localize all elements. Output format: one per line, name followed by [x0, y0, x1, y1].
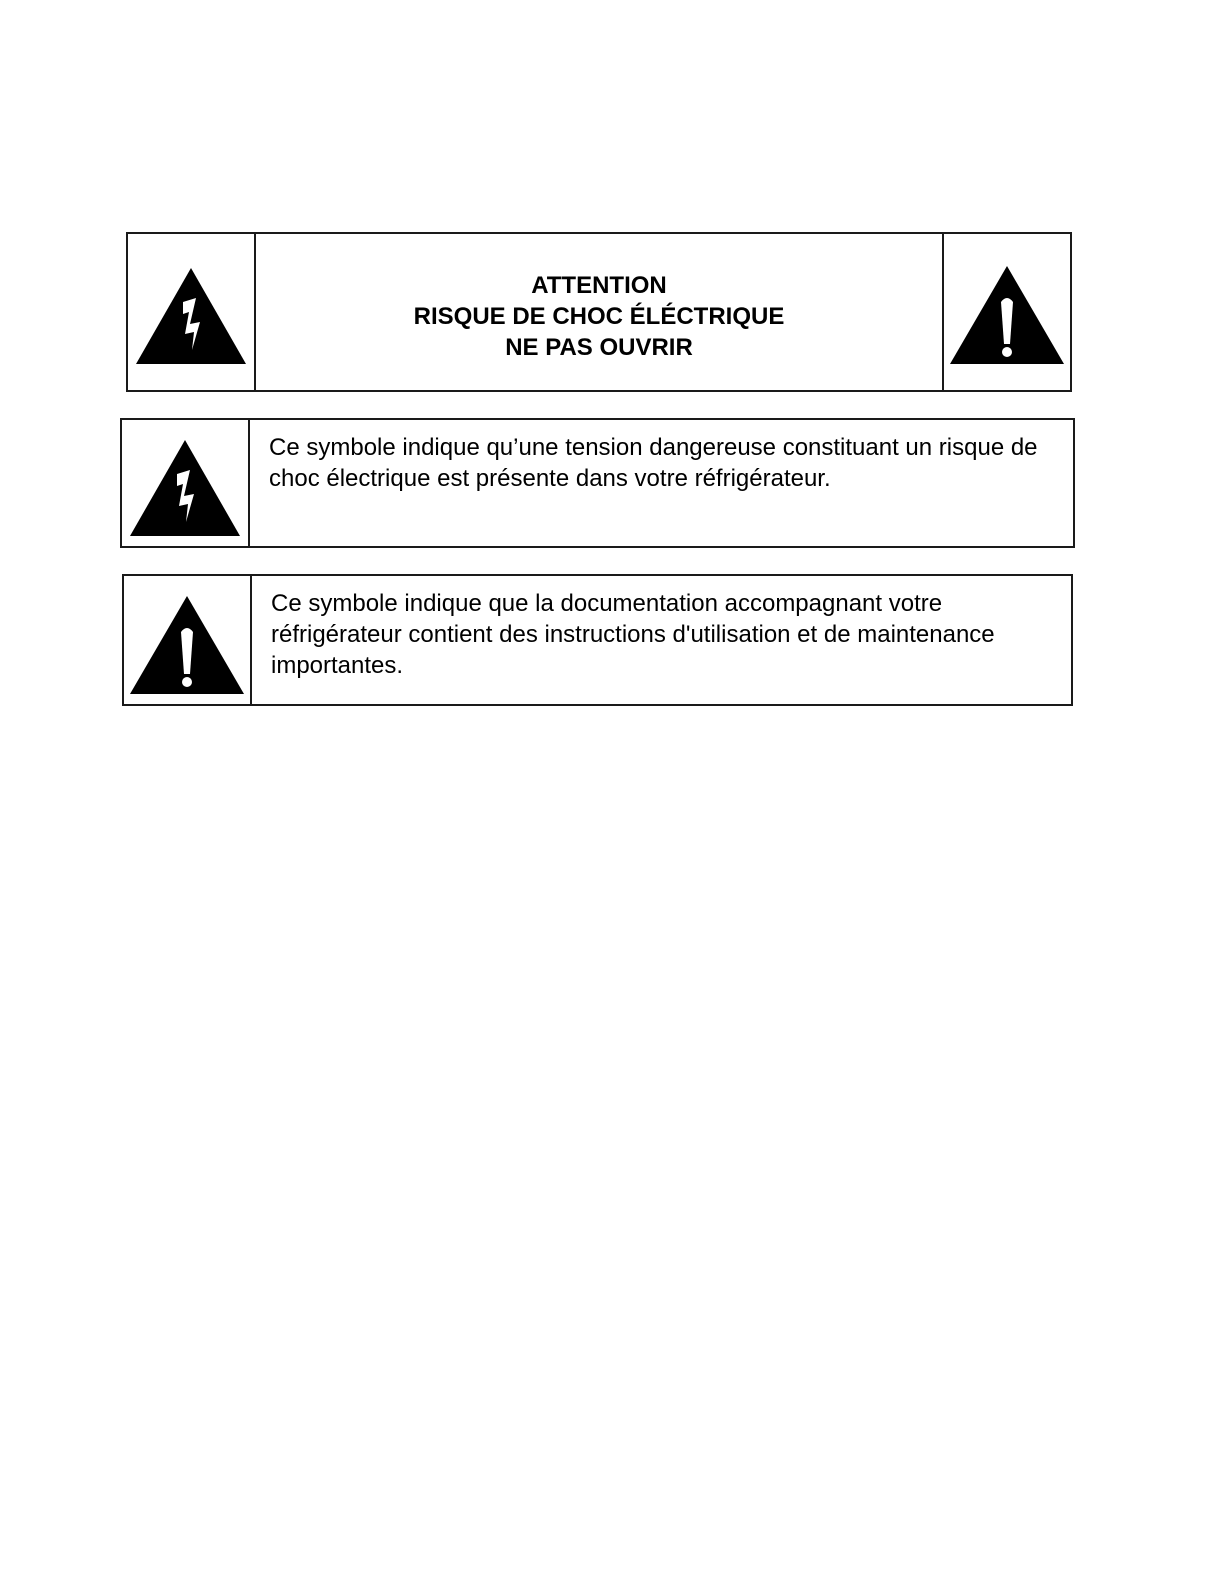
doc-explanation-text: Ce symbole indique que la documentation accompagnant votre réfrigérateur contient des instructions d'utilisation et de maintenance importantes.: [271, 590, 995, 679]
warning-left-icon-cell: [128, 234, 256, 390]
warning-text-cell: [256, 234, 942, 390]
electric-symbol-explanation: [120, 418, 1075, 548]
warning-do-not-open-line: NE PAS OUVRIR: [505, 333, 693, 361]
warning-risk-line: RISQUE DE CHOC ÉLÉCTRIQUE: [413, 302, 785, 330]
electric-icon-cell: [122, 420, 250, 546]
exclamation-warning-icon: [948, 264, 1066, 366]
lightning-warning-icon: [134, 266, 248, 366]
documentation-symbol-explanation: [122, 574, 1073, 706]
exclamation-warning-icon: [128, 594, 246, 696]
warning-label: [126, 232, 1072, 392]
warning-title: ATTENTION: [531, 271, 667, 299]
doc-icon-cell: [124, 576, 252, 704]
electric-explanation-text: Ce symbole indique qu’une tension dangereuse constituant un risque de choc électrique est présente dans votre réfrigérateur.: [269, 434, 1038, 492]
lightning-warning-icon: [127, 438, 243, 538]
warning-right-icon-cell: [942, 234, 1070, 390]
